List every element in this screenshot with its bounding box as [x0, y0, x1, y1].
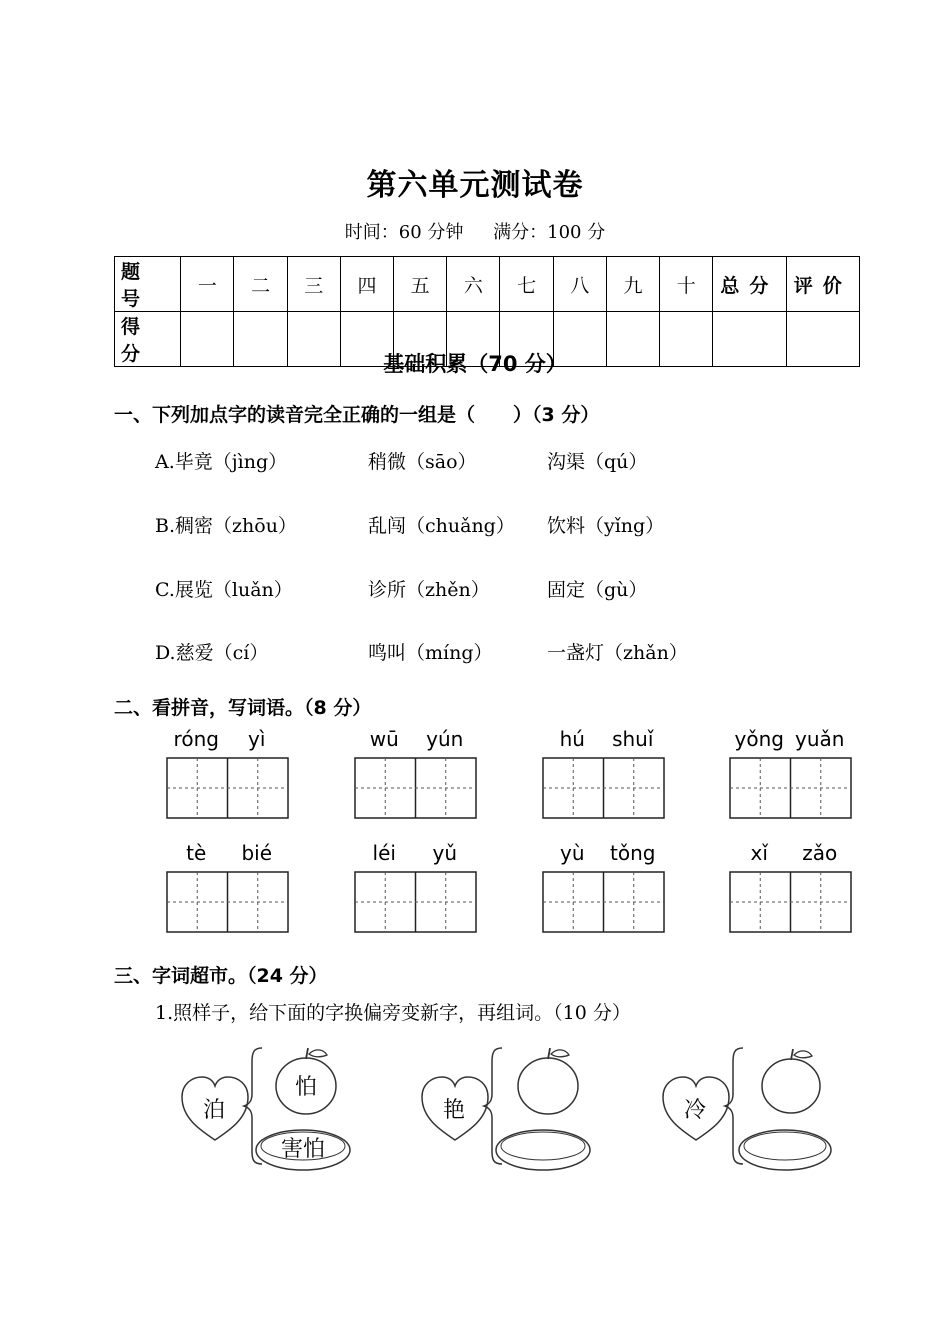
plate-icon[interactable]	[496, 1130, 590, 1170]
exam-info	[0, 218, 950, 244]
q1-title: 一、下列加点字的读音完全正确的一组是（ ）（3 分）	[114, 404, 600, 426]
q1-option-b-2: 乱闯（chuǎng）	[368, 515, 515, 537]
word-group-3	[651, 1042, 851, 1172]
pinyin-syllable: yǒng	[734, 727, 784, 751]
q1-option-d-2: 鸣叫（míng）	[368, 642, 493, 664]
pinyin-syllable: shuǐ	[612, 727, 654, 751]
tianzige-box[interactable]	[542, 871, 665, 933]
pinyin-syllable: tǒng	[610, 841, 656, 865]
pinyin-syllable: zǎo	[802, 841, 838, 865]
tianzige-box[interactable]	[354, 871, 477, 933]
q2-title: 二、看拼音，写词语。（8 分）	[114, 697, 372, 719]
header-cell: 九	[606, 257, 659, 312]
q1-option-a-3: 沟渠（qú）	[547, 451, 648, 473]
plate-icon[interactable]	[739, 1130, 831, 1170]
pinyin-syllable: yuǎn	[795, 727, 845, 751]
pinyin-syllable: yún	[426, 727, 464, 751]
pinyin-syllable: wū	[369, 727, 399, 751]
apple-icon[interactable]	[518, 1048, 578, 1114]
page-title: 第六单元测试卷	[366, 168, 584, 203]
header-cell: 八	[553, 257, 606, 312]
pinyin-syllable: bié	[241, 841, 273, 865]
tianzige-box[interactable]	[729, 757, 852, 819]
q3-sub1-instruction: 1.照样子，给下面的字换偏旁变新字，再组词。（10 分）	[155, 1002, 631, 1024]
tianzige-box[interactable]	[729, 871, 852, 933]
tianzige-box[interactable]	[166, 757, 289, 819]
score-table-header-row	[115, 257, 860, 312]
q1-option-c-2: 诊所（zhěn）	[368, 579, 490, 601]
header-cell: 二	[234, 257, 287, 312]
pinyin-syllable: léi	[372, 841, 396, 865]
pinyin-syllable: yì	[248, 727, 266, 751]
time-limit: 时间：60 分钟	[344, 222, 464, 243]
section-title: 基础积累（70 分）	[383, 352, 567, 376]
question-number-label: 题号	[115, 257, 181, 312]
header-cell: 四	[340, 257, 393, 312]
score-label: 得分	[115, 312, 181, 367]
header-cell: 十	[660, 257, 713, 312]
q1-option-a-1: A.毕竟（jìng）	[155, 451, 288, 473]
heart-character: 泊	[202, 1098, 226, 1123]
pinyin-syllable: hú	[559, 727, 585, 751]
q1-option-c-3: 固定（gù）	[547, 579, 648, 601]
comment-label: 评价	[786, 257, 859, 312]
header-cell: 七	[500, 257, 553, 312]
q3-title: 三、字词超市。（24 分）	[114, 965, 328, 987]
pinyin-syllable: tè	[186, 841, 207, 865]
header-cell: 六	[447, 257, 500, 312]
full-score: 满分：100 分	[493, 222, 606, 243]
apple-icon[interactable]	[762, 1049, 820, 1113]
word-group-2	[410, 1042, 610, 1172]
header-cell: 三	[287, 257, 340, 312]
word-group-1	[170, 1042, 370, 1172]
pinyin-syllable: yǔ	[432, 841, 457, 865]
q1-option-d-3: 一盏灯（zhǎn）	[547, 642, 688, 664]
heart-character: 艳	[442, 1098, 466, 1123]
pinyin-syllable: xǐ	[750, 841, 768, 865]
plate-word: 害怕	[280, 1137, 326, 1162]
q1-option-d-1: D.慈爱（cí）	[155, 642, 269, 664]
tianzige-box[interactable]	[354, 757, 477, 819]
pinyin-syllable: yù	[559, 841, 585, 865]
tianzige-box[interactable]	[166, 871, 289, 933]
q1-option-a-2: 稍微（sāo）	[368, 451, 477, 473]
q1-option-b-3: 饮料（yǐng）	[547, 515, 665, 537]
header-cell: 五	[394, 257, 447, 312]
q1-option-b-1: B.稠密（zhōu）	[155, 515, 297, 537]
total-label: 总分	[713, 257, 786, 312]
header-cell: 一	[181, 257, 234, 312]
pinyin-syllable: róng	[173, 727, 219, 751]
tianzige-box[interactable]	[542, 757, 665, 819]
q1-option-c-1: C.展览（luǎn）	[155, 579, 293, 601]
apple-character: 怕	[294, 1075, 318, 1100]
heart-character: 冷	[683, 1098, 707, 1123]
